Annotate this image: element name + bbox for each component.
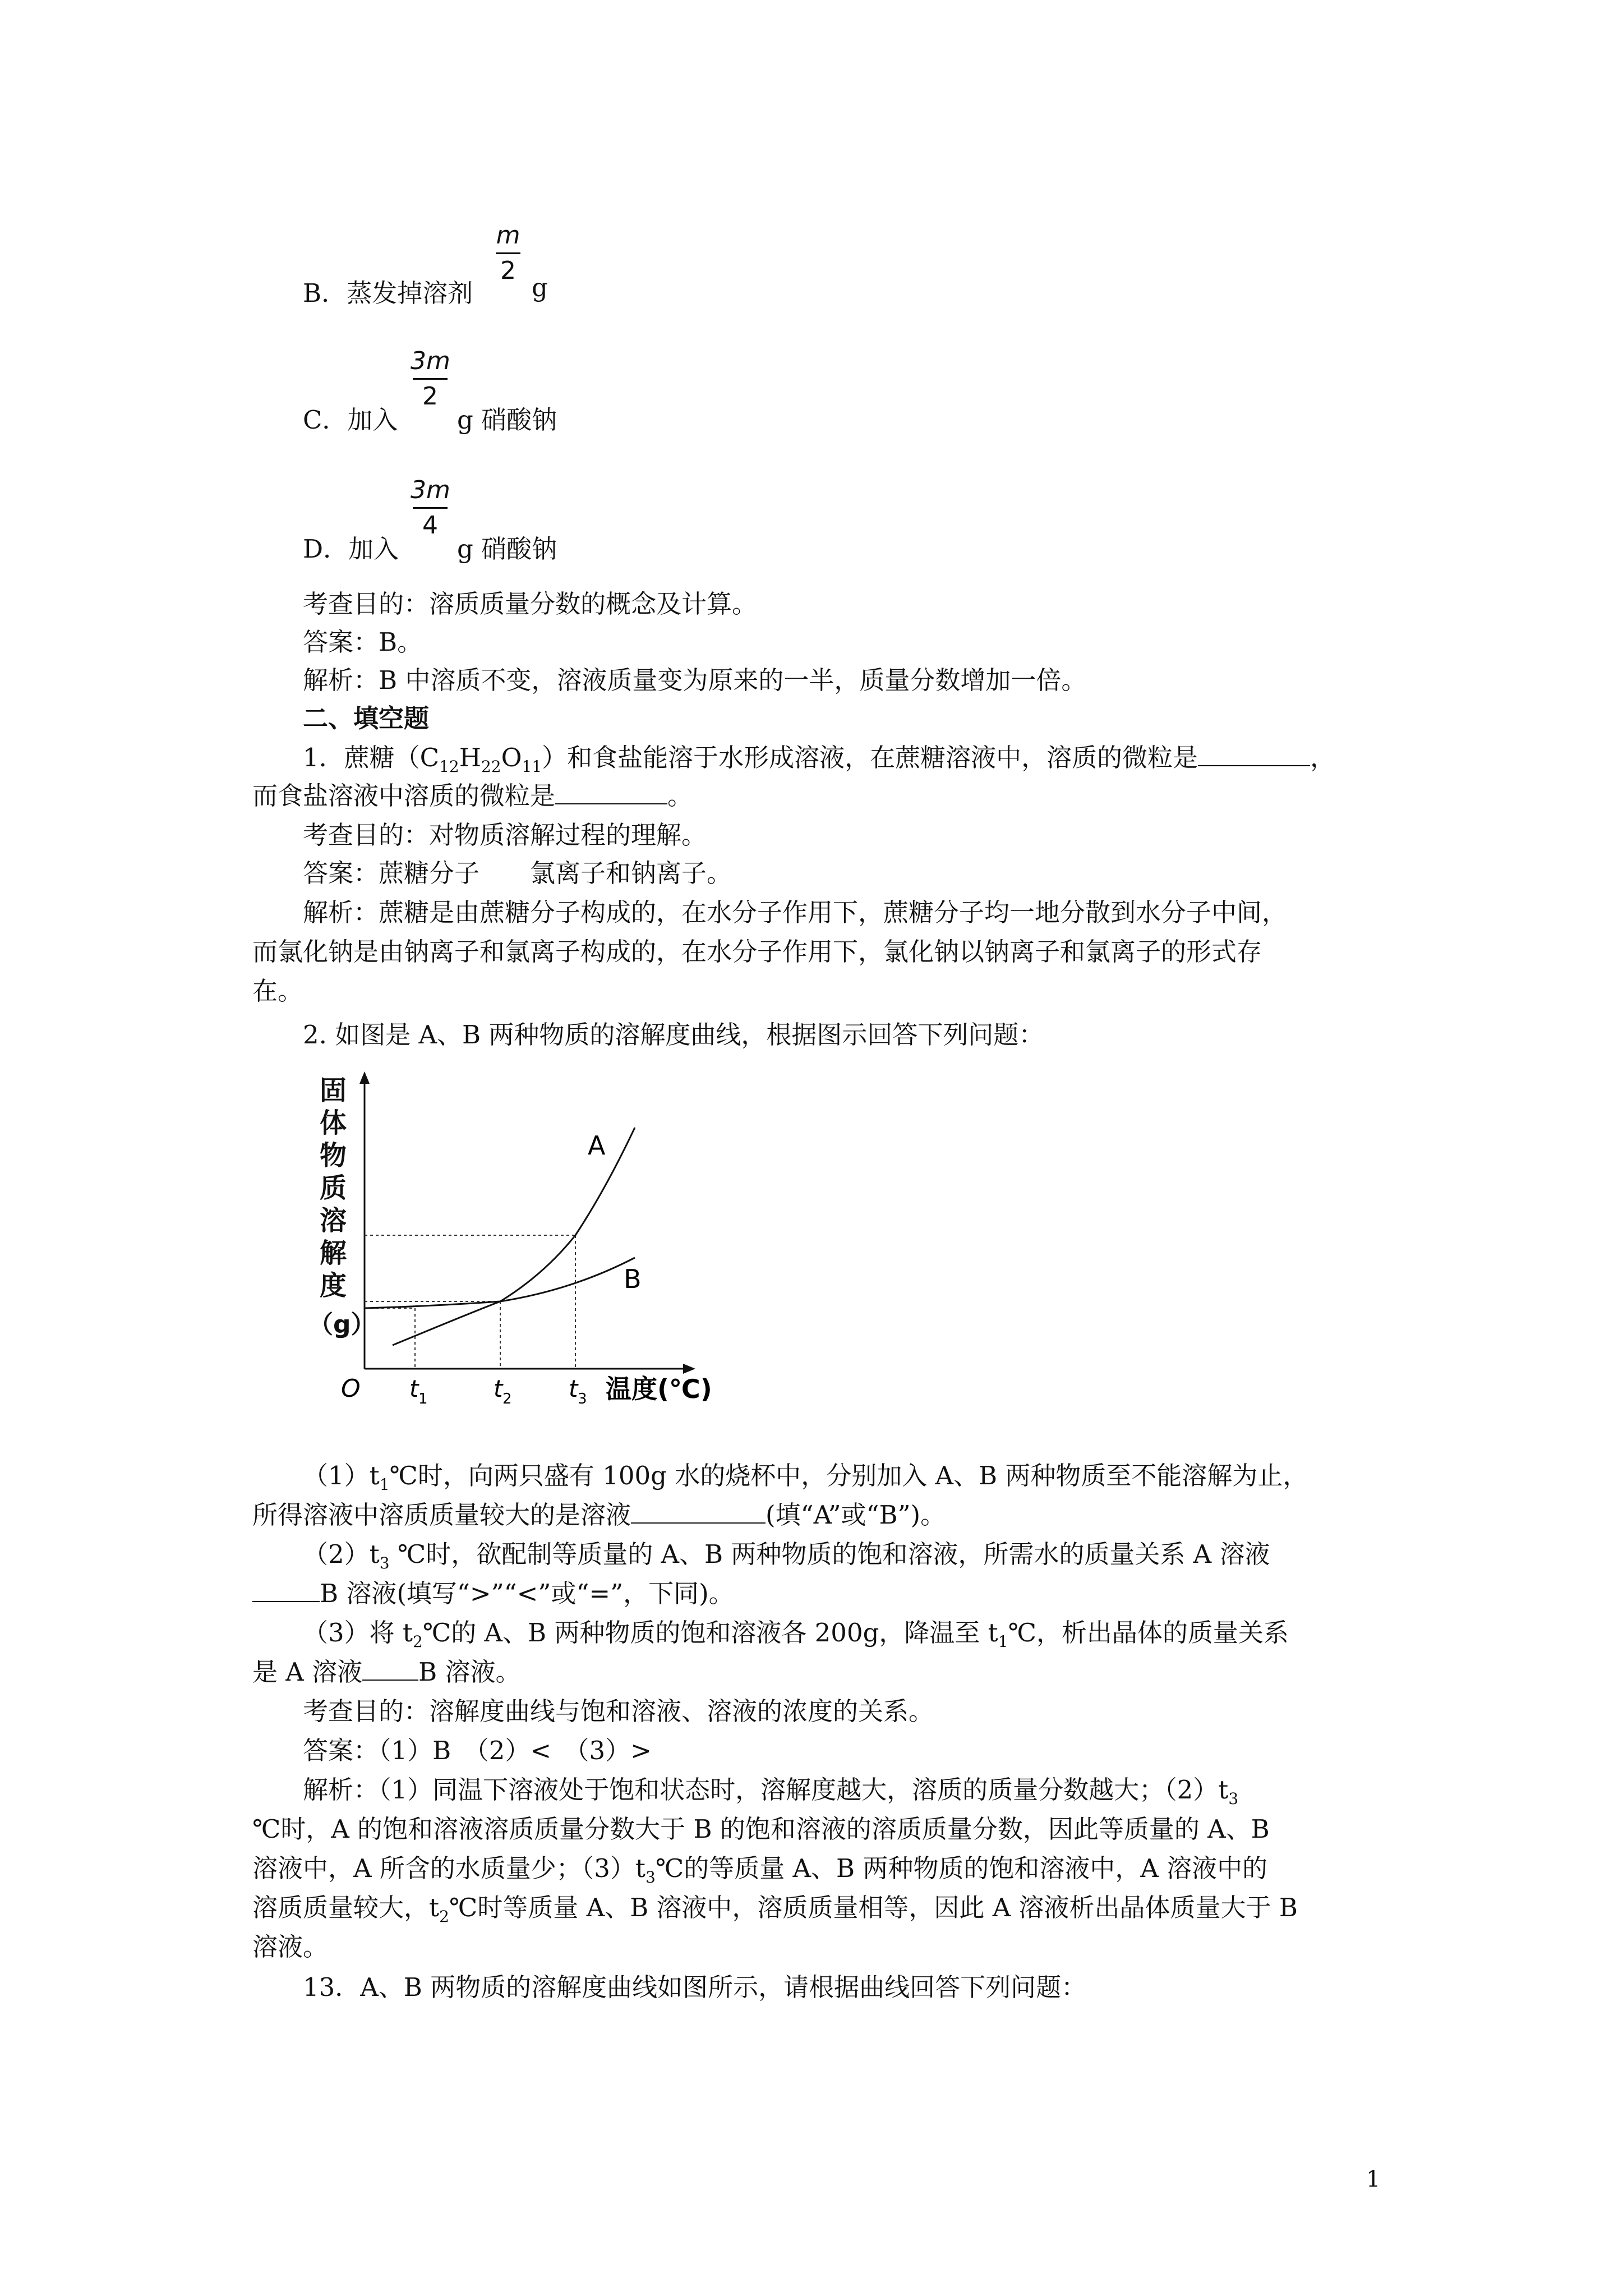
y-label-char: 体 xyxy=(320,1107,347,1139)
x-axis-label: 温度(℃) xyxy=(606,1374,712,1404)
option-b xyxy=(303,273,473,309)
q1-text: H xyxy=(459,743,481,772)
subscript: 3 xyxy=(645,1868,656,1887)
q1-analysis-1: 解析：蔗糖是由蔗糖分子构成的，在水分子作用下，蔗糖分子均一地分散到水分子中间， xyxy=(303,898,1288,927)
option-c xyxy=(303,399,398,436)
answer-blank[interactable] xyxy=(1198,745,1310,766)
y-label-char: 度 xyxy=(320,1270,347,1301)
subscript: 1 xyxy=(998,1632,1008,1651)
subscript: 3 xyxy=(1228,1789,1239,1808)
q1-analysis-3: 在。 xyxy=(252,976,303,1006)
q2-purpose: 考查目的：溶解度曲线与饱和溶液、溶液的浓度的关系。 xyxy=(303,1696,934,1726)
option-b-suffix: g xyxy=(532,273,548,302)
q2-text: 溶质质量较大，t xyxy=(252,1893,440,1922)
q1-text: ， xyxy=(1310,743,1336,772)
tick-t3: t xyxy=(569,1375,578,1402)
series-a-label: A xyxy=(588,1130,606,1161)
fraction-numerator: 3m xyxy=(411,476,450,504)
q2-sub1-line1 xyxy=(303,1455,1308,1494)
subscript: 2 xyxy=(413,1632,423,1651)
subscript: 1 xyxy=(379,1475,390,1494)
option-c-suffix: g 硝酸钠 xyxy=(457,405,557,435)
q2-sub2-line2 xyxy=(252,1573,734,1609)
q1-text: 。 xyxy=(667,781,693,811)
q2-text: B 溶液。 xyxy=(418,1657,521,1687)
fraction-bar xyxy=(496,252,520,254)
option-d xyxy=(303,528,399,565)
q13-intro: 13．A、B 两物质的溶解度曲线如图所示，请根据曲线回答下列问题： xyxy=(303,1972,1087,2002)
q2-sub1-line2 xyxy=(252,1494,946,1531)
q2-text: ℃时，欲配制等质量的 A、B 两种物质的饱和溶液，所需水的质量关系 A 溶液 xyxy=(389,1539,1270,1569)
y-label-char: 溶 xyxy=(320,1205,347,1236)
y-label-char: 物 xyxy=(320,1140,347,1171)
subscript: 3 xyxy=(379,1554,390,1572)
q2-text: 所得溶液中溶质质量较大的是溶液 xyxy=(252,1500,631,1530)
q1-line2 xyxy=(252,775,693,812)
tick-t2-sub: 2 xyxy=(502,1391,512,1407)
q1-text: 而食盐溶液中溶质的微粒是 xyxy=(252,781,556,811)
q2-text: （2）t xyxy=(303,1539,380,1569)
fraction-bar xyxy=(413,378,448,380)
q2-text: ℃时，向两只盛有 100g 水的烧杯中，分别加入 A、B 两种物质至不能溶解为止， xyxy=(389,1461,1308,1490)
page-number: 1 xyxy=(1366,2166,1381,2192)
q2-text: 解析：（1）同温下溶液处于饱和状态时，溶解度越大，溶质的质量分数越大；（2）t xyxy=(303,1775,1229,1805)
y-axis-arrow xyxy=(359,1071,370,1084)
solubility-chart xyxy=(303,1066,740,1425)
series-b-label: B xyxy=(624,1264,642,1294)
fraction-denominator: 4 xyxy=(422,511,438,540)
q1-answer: 答案：蔗糖分子 氯离子和钠离子。 xyxy=(303,858,732,888)
q1-line1 xyxy=(303,737,1335,776)
q2-analysis-1 xyxy=(303,1769,1238,1808)
q2-analysis-2: ℃时，A 的饱和溶液溶质质量分数大于 B 的饱和溶液的溶质质量分数，因此等质量的 A、B xyxy=(252,1814,1270,1844)
subscript: 11 xyxy=(522,757,542,776)
q1-purpose: 考查目的：对物质溶解过程的理解。 xyxy=(303,820,707,850)
q2-sub3-line2 xyxy=(252,1651,520,1688)
x-axis-arrow xyxy=(683,1364,695,1374)
tick-t2: t xyxy=(494,1375,503,1402)
series-b-curve xyxy=(365,1258,635,1308)
option-b-fraction xyxy=(494,220,523,287)
q2-text: （3）将 t xyxy=(303,1618,413,1648)
fraction-denominator: 2 xyxy=(500,256,516,285)
option-b-prefix: B．蒸发掉溶剂 xyxy=(303,278,473,308)
answer-blank[interactable] xyxy=(555,783,667,804)
q2-sub3-line1 xyxy=(303,1612,1289,1651)
fraction-numerator: 3m xyxy=(411,347,450,375)
tick-t1-sub: 1 xyxy=(418,1391,428,1407)
q1-text: O xyxy=(501,743,522,772)
subscript: 12 xyxy=(439,757,459,776)
q2-text: 溶液中，A 所含的水质量少；（3）t xyxy=(252,1853,646,1883)
option-d-prefix: D．加入 xyxy=(303,534,399,564)
q2-text: ℃，析出晶体的质量关系 xyxy=(1008,1618,1289,1648)
q2-text: ℃时等质量 A、B 溶液中，溶质质量相等，因此 A 溶液析出晶体质量大于 B xyxy=(449,1893,1298,1922)
tick-t1: t xyxy=(409,1375,419,1402)
q2-analysis-4 xyxy=(252,1887,1298,1926)
tick-t3-sub: 3 xyxy=(578,1391,587,1407)
q2-analysis-3 xyxy=(252,1848,1267,1887)
y-label-char: 固 xyxy=(320,1075,347,1106)
fraction-bar xyxy=(413,507,448,509)
q2-text: （1）t xyxy=(303,1461,380,1490)
q2-analysis-5: 溶液。 xyxy=(252,1932,329,1962)
q0-answer: 答案：B。 xyxy=(303,627,423,657)
section-title: 二、填空题 xyxy=(303,703,430,733)
y-label-unit: （g） xyxy=(308,1310,376,1339)
option-d-fraction xyxy=(411,475,450,541)
origin-label: O xyxy=(341,1374,361,1403)
q1-analysis-2: 而氯化钠是由钠离子和氯离子构成的，在水分子作用下，氯化钠以钠离子和氯离子的形式存 xyxy=(252,937,1262,967)
subscript: 22 xyxy=(481,757,501,776)
fraction-denominator: 2 xyxy=(422,382,438,411)
q2-text: ℃的 A、B 两种物质的饱和溶液各 200g，降温至 t xyxy=(422,1618,998,1648)
answer-blank[interactable] xyxy=(631,1502,766,1524)
q2-text: (填“A”或“B”)。 xyxy=(766,1500,946,1530)
option-c-fraction xyxy=(411,346,450,412)
answer-blank[interactable] xyxy=(362,1659,418,1681)
q1-text: ）和食盐能溶于水形成溶液，在蔗糖溶液中，溶质的微粒是 xyxy=(542,743,1198,772)
q2-text: 是 A 溶液 xyxy=(252,1657,363,1687)
answer-blank[interactable] xyxy=(252,1581,320,1602)
q2-answer: 答案：（1）B （2）< （3）> xyxy=(303,1736,652,1765)
fraction-numerator: m xyxy=(496,221,520,250)
y-label-char: 解 xyxy=(320,1237,347,1269)
option-c-prefix: C．加入 xyxy=(303,405,398,435)
q0-analysis: 解析：B 中溶质不变，溶液质量变为原来的一半，质量分数增加一倍。 xyxy=(303,665,1087,695)
q2-intro: 2. 如图是 A、B 两种物质的溶解度曲线，根据图示回答下列问题： xyxy=(303,1020,1044,1050)
q2-text: B 溶液(填写“>”“<”或“=”，下同)。 xyxy=(320,1579,734,1608)
q2-sub2-line1 xyxy=(303,1534,1270,1572)
option-d-suffix: g 硝酸钠 xyxy=(457,534,557,564)
q2-text: ℃的等质量 A、B 两种物质的饱和溶液中，A 溶液中的 xyxy=(655,1853,1268,1883)
y-label-char: 质 xyxy=(320,1172,347,1204)
q0-purpose: 考查目的：溶质质量分数的概念及计算。 xyxy=(303,589,758,619)
q1-text: 1．蔗糖（C xyxy=(303,743,440,772)
subscript: 2 xyxy=(439,1907,449,1926)
